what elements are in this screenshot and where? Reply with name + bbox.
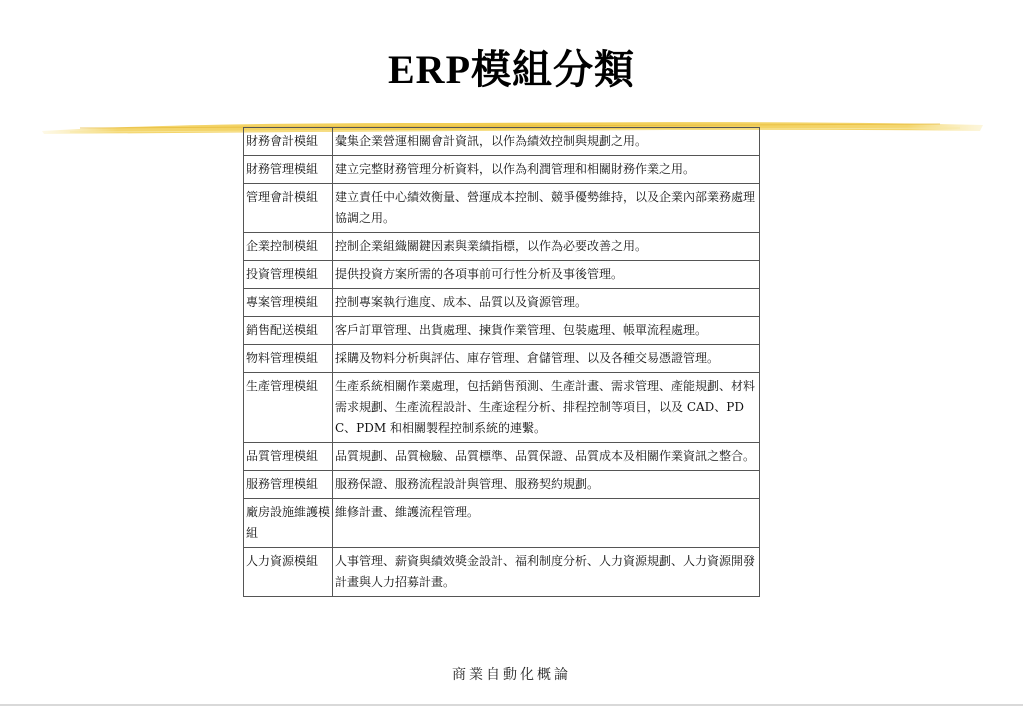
table-row — [244, 499, 760, 548]
table-row — [244, 156, 760, 184]
module-description-cell: 採購及物料分析與評估、庫存管理、倉儲管理、以及各種交易憑證管理。 — [333, 345, 760, 373]
module-description-cell: 客戶訂單管理、出貨處理、揀貨作業管理、包裝處理、帳單流程處理。 — [333, 317, 760, 345]
module-description-cell: 控制企業組織關鍵因素與業績指標，以作為必要改善之用。 — [333, 233, 760, 261]
table-row — [244, 345, 760, 373]
table-row — [244, 548, 760, 597]
module-name-cell: 生產管理模組 — [244, 373, 333, 443]
module-name-cell: 管理會計模組 — [244, 184, 333, 233]
table-row — [244, 261, 760, 289]
table-row — [244, 471, 760, 499]
module-description-cell: 建立責任中心績效衡量、營運成本控制、競爭優勢維持，以及企業內部業務處理協調之用。 — [333, 184, 760, 233]
module-name-cell: 人力資源模組 — [244, 548, 333, 597]
module-description-cell: 維修計畫、維護流程管理。 — [333, 499, 760, 548]
module-description-cell: 品質規劃、品質檢驗、品質標準、品質保證、品質成本及相關作業資訊之整合。 — [333, 443, 760, 471]
module-description-cell: 提供投資方案所需的各項事前可行性分析及事後管理。 — [333, 261, 760, 289]
table-row — [244, 289, 760, 317]
table-row — [244, 443, 760, 471]
module-name-cell: 專案管理模組 — [244, 289, 333, 317]
module-description-cell: 生產系統相關作業處理，包括銷售預測、生產計畫、需求管理、產能規劃、材料需求規劃、生產流程設計、生產途程分析、排程控制等項目，以及 CAD、PDC、PDM 和相關製程控制系統的連繫。 — [333, 373, 760, 443]
module-name-cell: 企業控制模組 — [244, 233, 333, 261]
module-description-cell: 建立完整財務管理分析資料，以作為利潤管理和相關財務作業之用。 — [333, 156, 760, 184]
module-name-cell: 廠房設施維護模組 — [244, 499, 333, 548]
module-description-cell: 服務保證、服務流程設計與管理、服務契約規劃。 — [333, 471, 760, 499]
slide-title: ERP模組分類 — [388, 47, 635, 92]
module-name-cell: 品質管理模組 — [244, 443, 333, 471]
erp-module-table — [243, 127, 760, 597]
module-name-cell: 投資管理模組 — [244, 261, 333, 289]
table-row — [244, 317, 760, 345]
module-name-cell: 銷售配送模組 — [244, 317, 333, 345]
table-row — [244, 128, 760, 156]
table-row — [244, 184, 760, 233]
table-row — [244, 373, 760, 443]
module-name-cell: 財務管理模組 — [244, 156, 333, 184]
module-description-cell: 彙集企業營運相關會計資訊，以作為績效控制與規劃之用。 — [333, 128, 760, 156]
bottom-divider — [0, 704, 1023, 706]
module-name-cell: 服務管理模組 — [244, 471, 333, 499]
module-description-cell: 人事管理、薪資與績效獎金設計、福利制度分析、人力資源規劃、人力資源開發計畫與人力招募計畫。 — [333, 548, 760, 597]
slide-footer: 商業自動化概論 — [452, 667, 571, 683]
module-name-cell: 財務會計模組 — [244, 128, 333, 156]
module-name-cell: 物料管理模組 — [244, 345, 333, 373]
module-description-cell: 控制專案執行進度、成本、品質以及資源管理。 — [333, 289, 760, 317]
table-row — [244, 233, 760, 261]
